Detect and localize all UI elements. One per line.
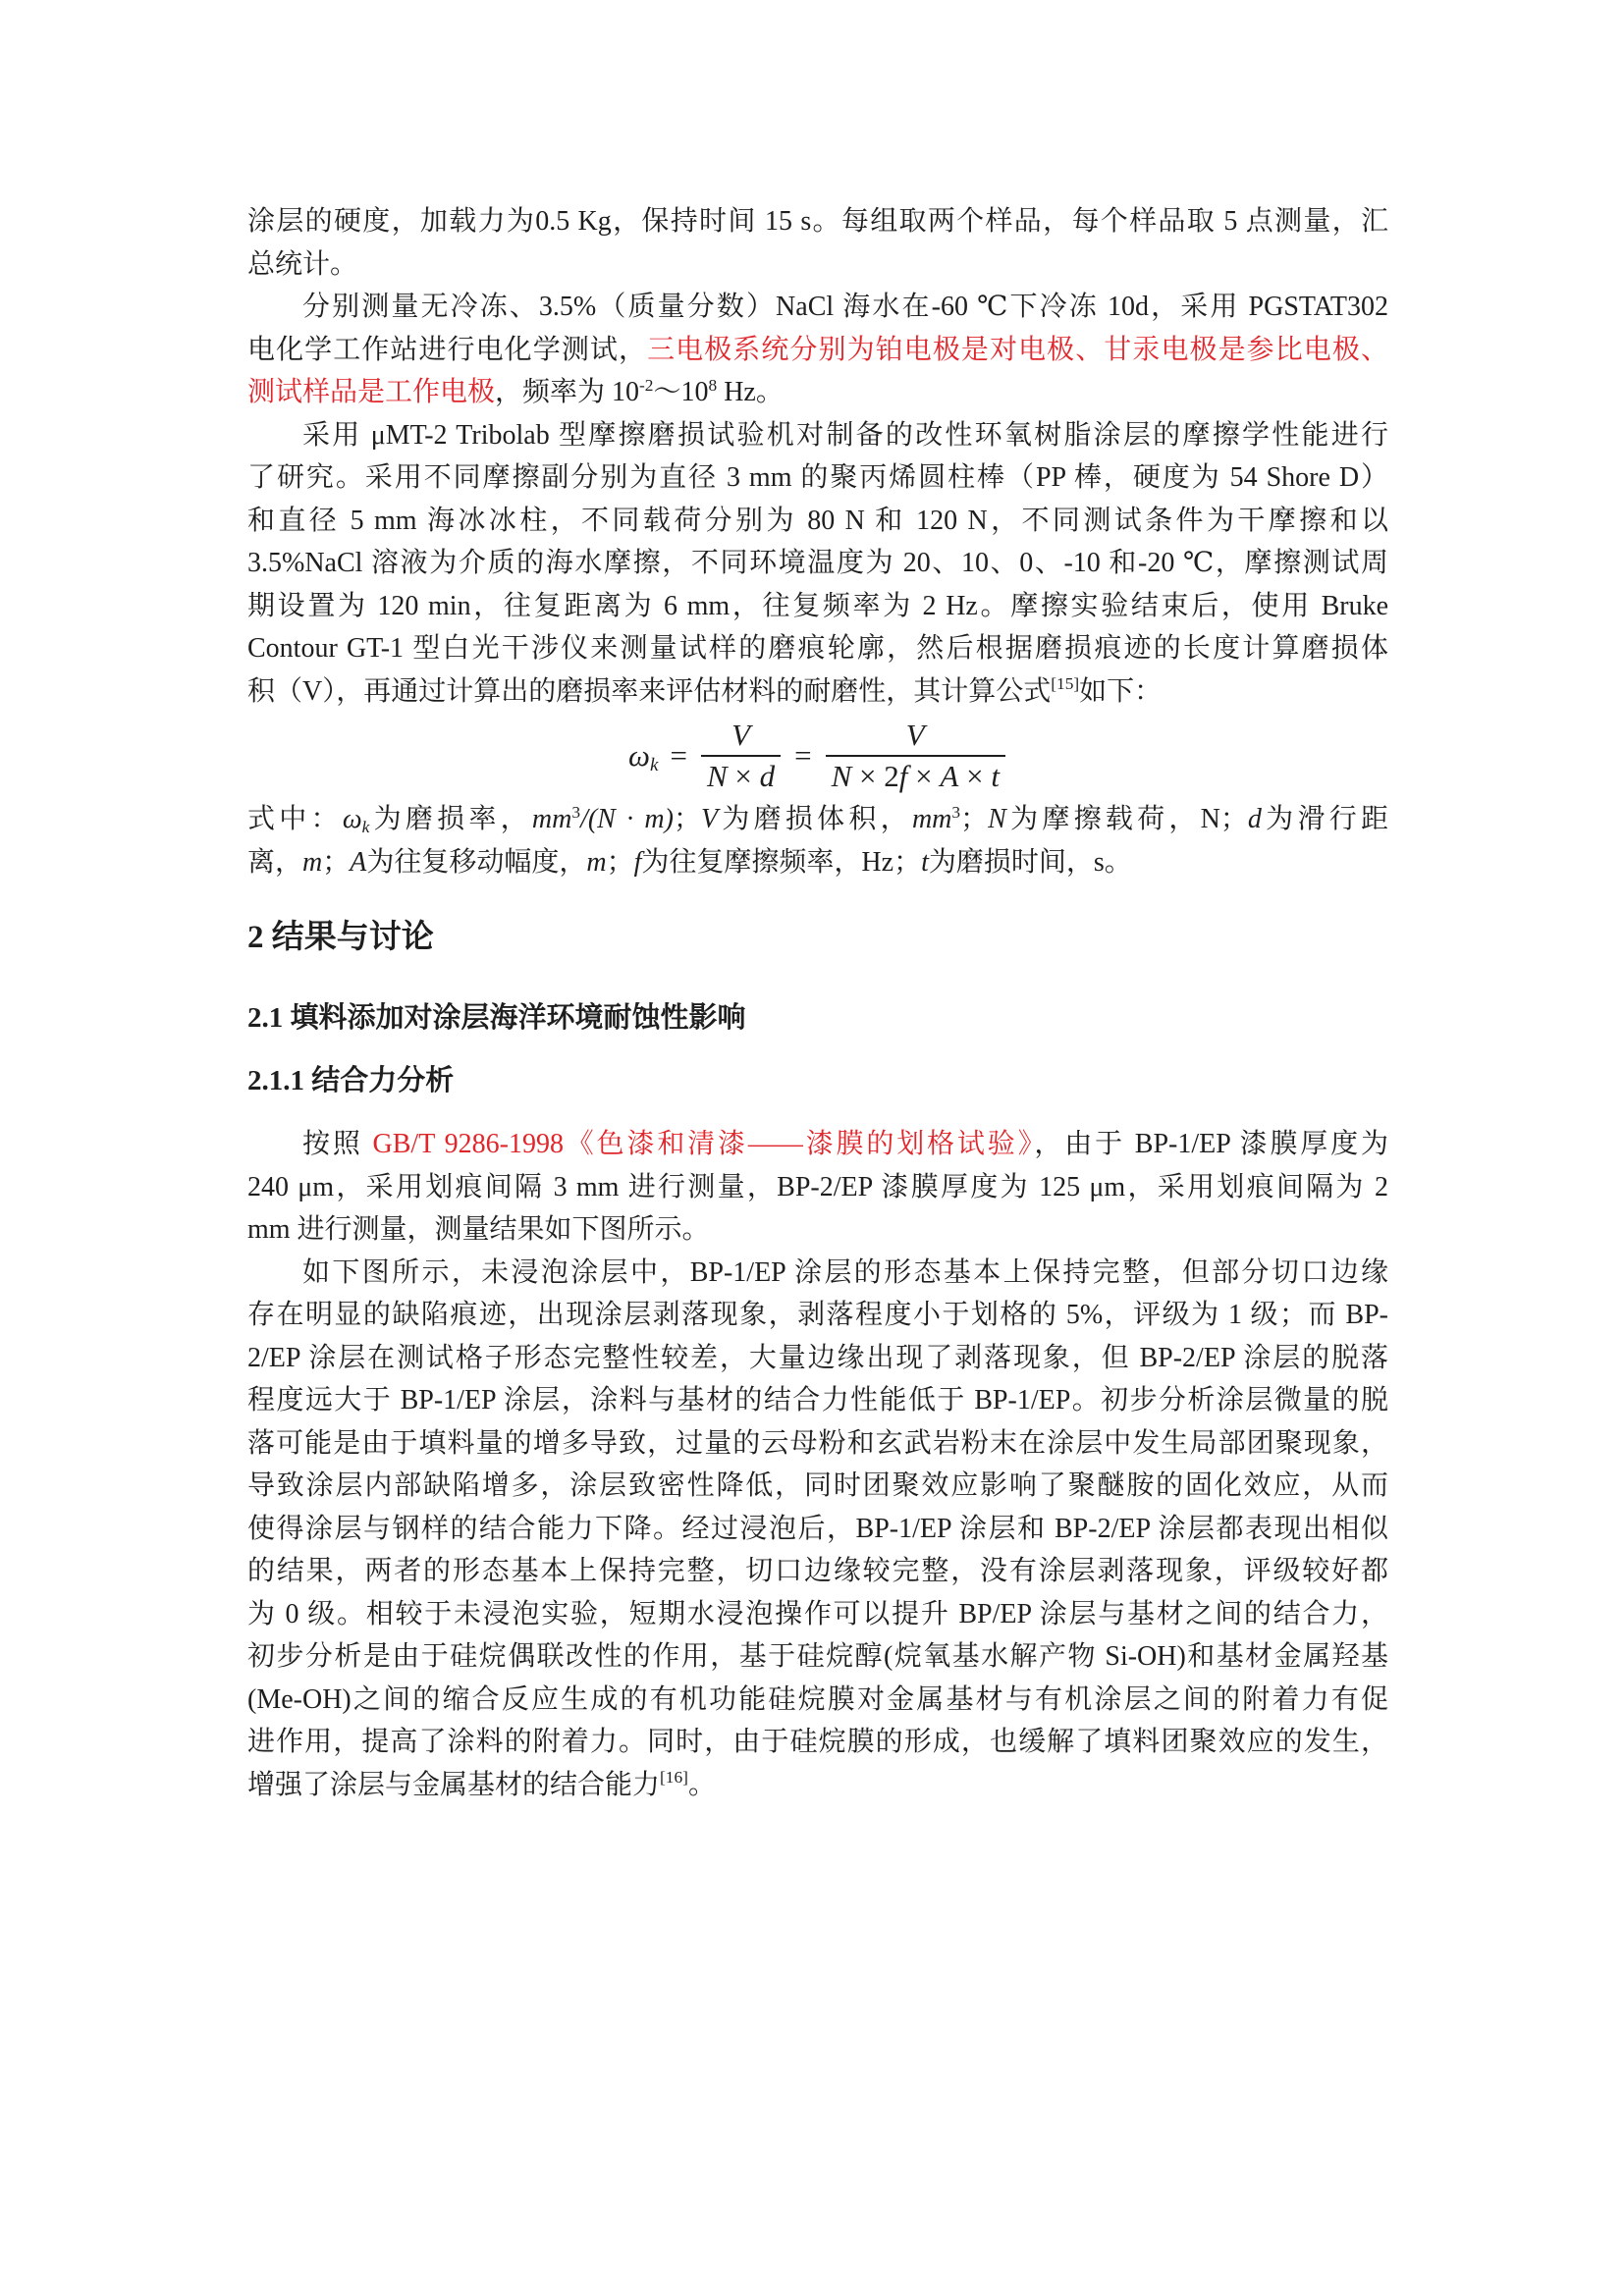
text-run: 了研究。采用不同摩擦副分别为直径 3 mm 的聚丙烯圆柱棒（PP 棒，硬度为 54 Shore D） <box>247 462 1388 493</box>
text-run: 期设置为 120 min，往复距离为 6 mm，往复频率为 2 Hz。摩擦实验结束后，使用 Bruke <box>247 590 1388 621</box>
text-line <box>247 585 1388 628</box>
text-line <box>247 1721 1388 1764</box>
text-line <box>247 1337 1388 1380</box>
text-run: ； <box>606 846 634 878</box>
text-run: ； <box>673 804 701 834</box>
math-variable: V <box>731 717 750 752</box>
math-variable: N <box>831 758 852 793</box>
text-line <box>247 329 1388 372</box>
paragraph-crosscut-method <box>247 1123 1388 1252</box>
math-variable: m <box>586 846 607 878</box>
text-run: 为往复移动幅度， <box>366 846 587 878</box>
math-variable: d <box>1247 804 1262 834</box>
text-line <box>247 1208 1388 1252</box>
text-line <box>247 1252 1388 1295</box>
math-variable: d <box>759 758 776 793</box>
fraction-volume-over-load-frequency-amplitude-time <box>826 716 1005 796</box>
paragraph-friction-test <box>247 414 1388 714</box>
text-run: ～10 <box>653 377 709 407</box>
text-line <box>247 200 1388 243</box>
paragraph-crosscut-results <box>247 1252 1388 1807</box>
text-line <box>247 627 1388 670</box>
text-line <box>247 1294 1388 1337</box>
highlighted-text: 三电极系统分别为铂电极是对电极、甘汞电极是参比电极、 <box>647 334 1388 365</box>
text-run: ，频率为 10 <box>495 377 640 407</box>
text-run: 和直径 5 mm 海冰冰柱，不同载荷分别为 80 N 和 120 N，不同测试条件为干摩擦和以 <box>247 505 1388 536</box>
math-variable: V <box>700 804 719 834</box>
superscript: 8 <box>708 375 718 395</box>
text-run: 如下图所示，未浸泡涂层中，BP-1/EP 涂层的形态基本上保持完整，但部分切口边缘 <box>302 1256 1388 1288</box>
text-run: 为磨损时间，s。 <box>928 846 1132 878</box>
text-run: 存在明显的缺陷痕迹，出现涂层剥落现象，剥落程度小于划格的 5%，评级为 1 级；而 BP- <box>247 1300 1388 1330</box>
math-variable: N <box>706 758 728 793</box>
text-run: 进作用，提高了涂料的附着力。同时，由于硅烷膜的形成，也缓解了填料团聚效应的发生， <box>247 1727 1388 1757</box>
math-variable: f <box>633 846 642 878</box>
text-run: 为滑行距 <box>1261 804 1388 834</box>
text-run: (Me-OH)之间的缩合反应生成的有机功能硅烷膜对金属基材与有机涂层之间的附着力有促 <box>247 1683 1388 1715</box>
math-variable: ω <box>342 804 362 834</box>
highlighted-text: GB/T 9286-1998《色漆和清漆——漆膜的划格试验》 <box>372 1129 1035 1159</box>
math-variable: A <box>350 846 367 878</box>
fraction-numerator <box>826 716 1005 755</box>
superscript: 3 <box>951 802 961 822</box>
document-page <box>247 200 1388 1806</box>
text-run: ； <box>960 804 989 834</box>
math-variable: m <box>302 846 323 878</box>
citation-superscript: [16] <box>660 1768 688 1788</box>
fraction-numerator <box>701 716 781 755</box>
text-run: 为磨损体积， <box>718 804 912 834</box>
text-run: 为往复摩擦频率，Hz； <box>641 846 922 878</box>
text-line <box>247 542 1388 585</box>
text-run: 按照 <box>302 1129 373 1159</box>
text-run: 为 0 级。相较于未浸泡实验，短期水浸泡操作可以提升 BP/EP 涂层与基材之间的结合力， <box>247 1598 1388 1629</box>
text-line <box>247 1635 1388 1679</box>
text-run: × <box>958 758 992 793</box>
text-run: Contour GT-1 型白光干涉仪来测量试样的磨痕轮廓，然后根据磨损痕迹的长度计算磨损体 <box>247 633 1388 664</box>
text-run: 为磨损率， <box>369 804 532 834</box>
citation-superscript: [15] <box>1051 674 1080 694</box>
text-line <box>247 1550 1388 1593</box>
subsubsection-heading: 2.1.1 结合力分析 <box>247 1065 455 1096</box>
text-run: 2/EP 涂层在测试格子形态完整性较差，大量边缘出现了剥落现象，但 BP-2/EP 涂层的脱落 <box>247 1342 1388 1373</box>
text-run: 240 μm，采用划痕间隔 3 mm 进行测量，BP-2/EP 漆膜厚度为 125 μm，采用划痕间隔为 2 <box>247 1171 1388 1202</box>
text-run: × <box>727 758 760 793</box>
math-subscript: k <box>361 818 370 837</box>
text-run: 初步分析是由于硅烷偶联改性的作用，基于硅烷醇(烷氧基水解产物 Si-OH)和基材金属羟基 <box>247 1641 1388 1672</box>
text-line <box>247 414 1388 457</box>
text-line <box>247 1166 1388 1209</box>
text-run: 落可能是由于填料量的增多导致，过量的云母粉和玄武岩粉末在涂层中发生局部团聚现象， <box>247 1427 1388 1459</box>
fraction-volume-over-load-distance <box>701 716 781 796</box>
math-variable: t <box>991 758 1000 793</box>
wear-rate-formula <box>247 713 1388 798</box>
text-line <box>247 1422 1388 1466</box>
math-variable: A <box>940 758 959 793</box>
text-line <box>247 500 1388 543</box>
math-subscript: k <box>649 755 659 776</box>
text-run: mm 进行测量，测量结果如下图所示。 <box>247 1214 710 1245</box>
text-line <box>247 456 1388 500</box>
text-line <box>247 1379 1388 1422</box>
text-line <box>247 243 1388 287</box>
fraction-denominator <box>826 755 1005 796</box>
math-variable: mm <box>531 804 572 834</box>
text-run: 涂层的硬度，加载力为0.5 Kg，保持时间 15 s。每组取两个样品，每个样品取 5 点测量，汇 <box>247 206 1388 237</box>
text-run: 式中： <box>247 804 343 834</box>
equals-sign: = <box>670 737 687 773</box>
text-line <box>247 670 1388 714</box>
math-variable: f <box>898 758 908 793</box>
text-run: 程度远大于 BP-1/EP 涂层，涂料与基材的结合力性能低于 BP-1/EP。初步分析涂层微量的脱 <box>247 1385 1388 1415</box>
text-run: × <box>907 758 941 793</box>
paragraph-hardness-test <box>247 200 1388 286</box>
text-line <box>247 1508 1388 1551</box>
text-run: 增强了涂层与金属基材的结合能力 <box>247 1769 661 1800</box>
text-run: ，由于 BP-1/EP 漆膜厚度为 <box>1034 1129 1388 1159</box>
superscript: -2 <box>639 375 654 395</box>
subsection-heading: 2.1 填料添加对涂层海洋环境耐蚀性影响 <box>247 1002 746 1034</box>
math-variable: ω <box>628 737 650 773</box>
paragraph-formula-legend <box>247 798 1388 883</box>
text-line <box>247 1465 1388 1508</box>
text-run: 。 <box>687 1769 716 1800</box>
text-run: 使得涂层与钢样的结合能力下降。经过浸泡后，BP-1/EP 涂层和 BP-2/EP 涂层都表现出相似 <box>247 1513 1388 1544</box>
math-variable: mm <box>911 804 952 834</box>
paragraph-electrochemical-test <box>247 286 1388 414</box>
superscript: 3 <box>571 802 581 822</box>
text-run: Hz。 <box>717 377 784 407</box>
text-run: 导致涂层内部缺陷增多，涂层致密性降低，同时团聚效应影响了聚醚胺的固化效应，从而 <box>247 1470 1388 1501</box>
text-run: ； <box>322 846 351 878</box>
text-run: 总统计。 <box>247 248 358 280</box>
text-run: 分别测量无冷冻、3.5%（质量分数）NaCl 海水在-60 ℃下冷冻 10d，采用 PGSTAT302 <box>302 292 1388 322</box>
equals-sign: = <box>794 737 812 773</box>
text-line <box>247 1123 1388 1166</box>
fraction-denominator <box>701 755 781 796</box>
text-line <box>247 1679 1388 1722</box>
text-run: 离， <box>247 846 303 878</box>
text-line <box>247 798 1388 841</box>
math-variable: /(N · m) <box>580 804 674 834</box>
text-line <box>247 1764 1388 1807</box>
text-line <box>247 371 1388 414</box>
text-run: 的结果，两者的形态基本上保持完整，切口边缘较完整，没有涂层剥落现象，评级较好都 <box>247 1556 1388 1586</box>
text-run: 电化学工作站进行电化学测试， <box>247 334 648 365</box>
math-variable: N <box>988 804 1006 834</box>
highlighted-text: 测试样品是工作电极 <box>247 377 496 407</box>
text-run: 如下： <box>1079 675 1163 707</box>
text-line <box>247 1593 1388 1636</box>
formula-lhs <box>628 738 658 774</box>
text-line <box>247 841 1388 884</box>
section-heading: 2 结果与讨论 <box>247 920 434 955</box>
text-run: 3.5%NaCl 溶液为介质的海水摩擦，不同环境温度为 20、10、0、-10 和-20 ℃，摩擦测试周 <box>247 548 1388 578</box>
math-variable: t <box>921 846 929 878</box>
text-run: 采用 μMT-2 Tribolab 型摩擦磨损试验机对制备的改性环氧树脂涂层的摩擦学性能进行 <box>302 419 1388 451</box>
text-run: 为摩擦载荷，N； <box>1005 804 1248 834</box>
text-line <box>247 286 1388 329</box>
text-run: 积（V），再通过计算出的磨损率来评估材料的耐磨性，其计算公式 <box>247 675 1052 707</box>
text-run: × 2 <box>851 758 899 793</box>
math-variable: V <box>905 717 925 752</box>
